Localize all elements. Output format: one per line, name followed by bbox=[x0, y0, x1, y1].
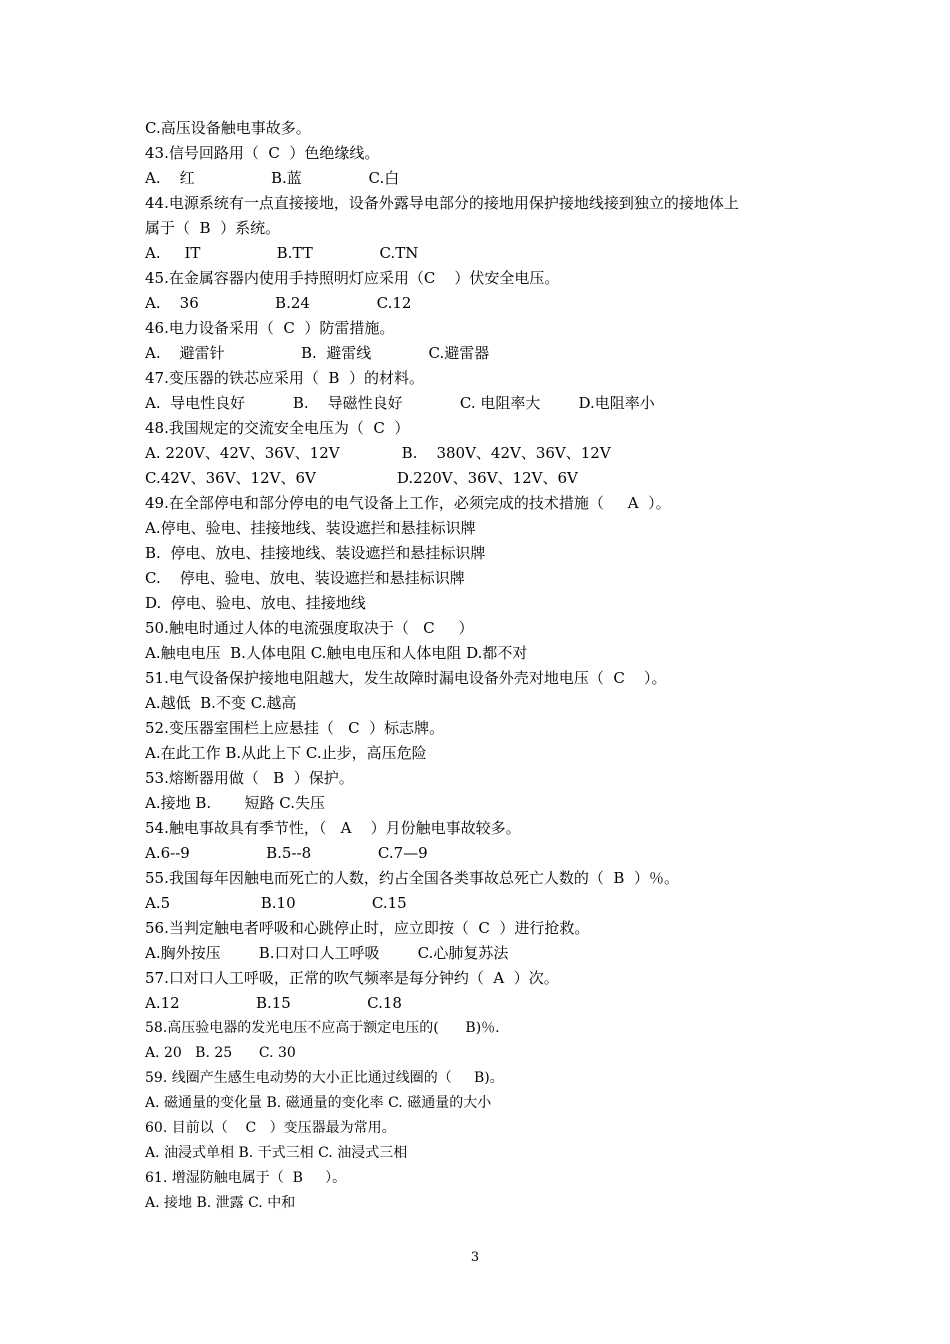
text-line: 55.我国每年因触电而死亡的人数，约占全国各类事故总死亡人数的（ B ）％。 bbox=[145, 869, 679, 887]
text-line: A. 20 B. 25 C. 30 bbox=[145, 1045, 296, 1061]
text-line: 47.变压器的铁芯应采用（ B ）的材料。 bbox=[145, 369, 424, 387]
text-line: A. 220V、42V、36V、12V B. 380V、42V、36V、12V bbox=[145, 444, 611, 462]
text-line: 56.当判定触电者呼吸和心跳停止时，应立即按（ C ）进行抢救。 bbox=[145, 919, 590, 937]
text-line: A.在此工作 B.从此上下 C.止步，高压危险 bbox=[145, 744, 427, 762]
text-line: C.42V、36V、12V、6V D.220V、36V、12V、6V bbox=[145, 469, 578, 487]
text-line: 51.电气设备保护接地电阻越大，发生故障时漏电设备外壳对地电压（ C ）。 bbox=[145, 669, 667, 687]
text-line: A. 磁通量的变化量 B. 磁通量的变化率 C. 磁通量的大小 bbox=[145, 1095, 492, 1111]
text-line: C.高压设备触电事故多。 bbox=[145, 119, 311, 137]
text-line: 50.触电时通过人体的电流强度取决于（ C ） bbox=[145, 619, 474, 637]
text-line: 43.信号回路用（ C ）色绝缘线。 bbox=[145, 144, 380, 162]
text-line: 属于（ B ）系统。 bbox=[145, 219, 281, 237]
text-line: A. 接地 B. 泄露 C. 中和 bbox=[145, 1195, 296, 1211]
text-line: A.触电电压 B.人体电阻 C.触电电压和人体电阻 D.都不对 bbox=[145, 644, 528, 662]
text-line: 54.触电事故具有季节性，（ A ）月份触电事故较多。 bbox=[145, 819, 521, 837]
text-line: A. 红 B.蓝 C.白 bbox=[145, 169, 400, 187]
text-line: 46.电力设备采用（ C ）防雷措施。 bbox=[145, 319, 395, 337]
text-line: 59. 线圈产生感生电动势的大小正比通过线圈的（ B)。 bbox=[145, 1070, 504, 1086]
text-line: A.12 B.15 C.18 bbox=[145, 994, 402, 1012]
text-line: 52.变压器室围栏上应悬挂（ C ）标志牌。 bbox=[145, 719, 445, 737]
text-line: A.接地 B. 短路 C.失压 bbox=[145, 794, 326, 812]
question-text-block bbox=[145, 116, 835, 1216]
text-line: A.胸外按压 B.口对口人工呼吸 C.心肺复苏法 bbox=[145, 944, 509, 962]
page-number: 3 bbox=[470, 1250, 480, 1265]
text-line: 45.在金属容器内使用手持照明灯应采用（C ）伏安全电压。 bbox=[145, 269, 560, 287]
text-line: 57.口对口人工呼吸，正常的吹气频率是每分钟约（ A ）次。 bbox=[145, 969, 559, 987]
text-line: A. 油浸式单相 B. 干式三相 C. 油浸式三相 bbox=[145, 1145, 408, 1161]
text-line: C. 停电、验电、放电、装设遮拦和悬挂标识牌 bbox=[145, 569, 465, 587]
text-line: 53.熔断器用做（ B ）保护。 bbox=[145, 769, 354, 787]
text-line: A.6--9 B.5--8 C.7—9 bbox=[145, 844, 428, 862]
text-line: A. 36 B.24 C.12 bbox=[145, 294, 412, 312]
text-line: A.越低 B.不变 C.越高 bbox=[145, 694, 297, 712]
text-line: A.停电、验电、挂接地线、装设遮拦和悬挂标识牌 bbox=[145, 519, 476, 537]
text-line: 44.电源系统有一点直接接地，设备外露导电部分的接地用保护接地线接到独立的接地体上 bbox=[145, 194, 739, 212]
text-line: 60. 目前以（ C ）变压器最为常用。 bbox=[145, 1120, 396, 1136]
text-line: A.5 B.10 C.15 bbox=[145, 894, 407, 912]
text-line: 58.高压验电器的发光电压不应高于额定电压的( B)％. bbox=[145, 1020, 500, 1036]
text-line: 48.我国规定的交流安全电压为（ C ） bbox=[145, 419, 410, 437]
text-line: D. 停电、验电、放电、挂接地线 bbox=[145, 594, 366, 612]
text-line: 49.在全部停电和部分停电的电气设备上工作，必须完成的技术措施（ A ）。 bbox=[145, 494, 671, 512]
text-line: B. 停电、放电、挂接地线、装设遮拦和悬挂标识牌 bbox=[145, 544, 486, 562]
text-line: 61. 增湿防触电属于（ B ）。 bbox=[145, 1170, 347, 1186]
text-line: A. 导电性良好 B. 导磁性良好 C. 电阻率大 D.电阻率小 bbox=[145, 394, 655, 412]
text-line: A. 避雷针 B. 避雷线 C.避雷器 bbox=[145, 344, 490, 362]
text-line: A. IT B.TT C.TN bbox=[145, 244, 419, 262]
